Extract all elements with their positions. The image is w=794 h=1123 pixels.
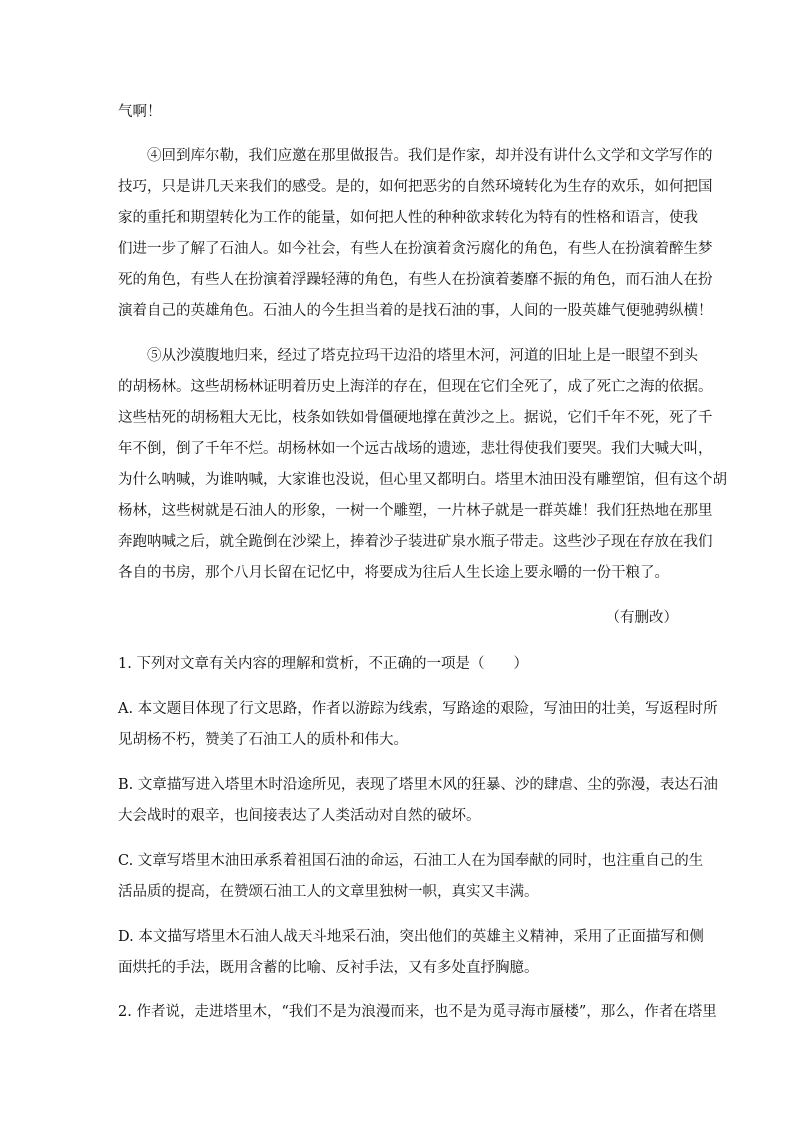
text-line: 家的重托和期望转化为工作的能量，如何把人性的种种欲求转化为特有的性格和语言，使我	[118, 210, 698, 226]
source-note	[118, 603, 678, 634]
question-1	[118, 649, 528, 680]
text-line: 的胡杨林。这些胡杨林证明着历史上海洋的存在，但现在它们全死了，成了死亡之海的依据。	[118, 379, 713, 395]
question-stem: 1. 下列对文章有关内容的理解和赏析，不正确的一项是（ ）	[118, 656, 528, 672]
text-line: ⑤从沙漠腹地归来，经过了塔克拉玛干边沿的塔里木河，河道的旧址上是一眼望不到头	[147, 348, 698, 364]
text-line: 奔跑呐喊之后，就全跪倒在沙梁上，捧着沙子装进矿泉水瓶子带走。这些沙子现在存放在我们	[118, 534, 713, 550]
option-d	[118, 922, 704, 984]
text-line: 为什么呐喊，为谁呐喊，大家谁也没说，但心里又都明白。塔里木油田没有雕塑馆，但有这个胡	[118, 472, 727, 488]
paragraph-tail	[118, 97, 162, 128]
option-line: C. 文章写塔里木油田承系着祖国石油的命运，石油工人在为国奉献的同时，也注重自己的生	[118, 853, 704, 869]
text-line: 这些枯死的胡杨粗大无比，枝条如铁如骨僵硬地撑在黄沙之上。据说，它们千年不死，死了千	[118, 410, 713, 426]
text-line: 年不倒，倒了千年不烂。胡杨林如一个远古战场的遗迹，悲壮得使我们要哭。我们大喊大叫，	[118, 441, 713, 457]
text-line: 技巧，只是讲几天来我们的感受。是的，如何把恶劣的自然环境转化为生存的欢乐，如何把国	[118, 179, 713, 195]
option-c	[118, 846, 703, 908]
text-line: 死的角色，有些人在扮演着浮躁轻薄的角色，有些人在扮演着萎靡不振的角色，而石油人在扮	[118, 272, 713, 288]
option-line: 大会战时的艰辛，也间接表达了人类活动对自然的破坏。	[118, 808, 481, 824]
text-line: 演着自己的英雄角色。石油人的今生担当着的是找石油的事，人间的一股英雄气便驰骋纵横！	[118, 303, 713, 319]
option-line: 见胡杨不朽，赞美了石油工人的质朴和伟大。	[118, 732, 408, 748]
option-line: A. 本文题目体现了行文思路，作者以游踪为线索，写路途的艰险，写油田的壮美，写返程时所	[118, 701, 718, 717]
option-line: B. 文章描写进入塔里木时沿途所见，表现了塔里木风的狂暴、沙的肆虐、尘的弥漫，表达石油	[118, 777, 718, 793]
text-line: 们进一步了解了石油人。如今社会，有些人在扮演着贪污腐化的角色，有些人在扮演着醉生梦	[118, 241, 713, 257]
paragraph-5	[118, 341, 727, 589]
option-line: 活品质的提高，在赞颂石油工人的文章里独树一帜，真实又丰满。	[118, 884, 539, 900]
option-a	[118, 694, 718, 756]
text-line: 气啊！	[118, 104, 162, 120]
text-line: ④回到库尔勒，我们应邀在那里做报告。我们是作家，却并没有讲什么文学和文学写作的	[147, 148, 713, 164]
option-line: 面烘托的手法，既用含蓄的比喻、反衬手法，又有多处直抒胸臆。	[118, 960, 539, 976]
text-line: 各自的书房，那个八月长留在记忆中，将要成为往后人生长途上要永嚼的一份干粮了。	[118, 565, 669, 581]
option-b	[118, 770, 718, 832]
question-stem: 2. 作者说，走进塔里木，“我们不是为浪漫而来，也不是为觅寻海市蜃楼”，那么，作者在塔里	[118, 1004, 717, 1020]
paragraph-4	[118, 141, 713, 327]
question-2	[118, 997, 717, 1028]
text-line: 杨林，这些树就是石油人的形象，一树一个雕塑，一片林子就是一群英雄！我们狂热地在那里	[118, 503, 713, 519]
option-line: D. 本文描写塔里木石油人战天斗地采石油，突出他们的英雄主义精神，采用了正面描写和侧	[118, 929, 704, 945]
source-note-text: （有删改）	[605, 610, 678, 626]
